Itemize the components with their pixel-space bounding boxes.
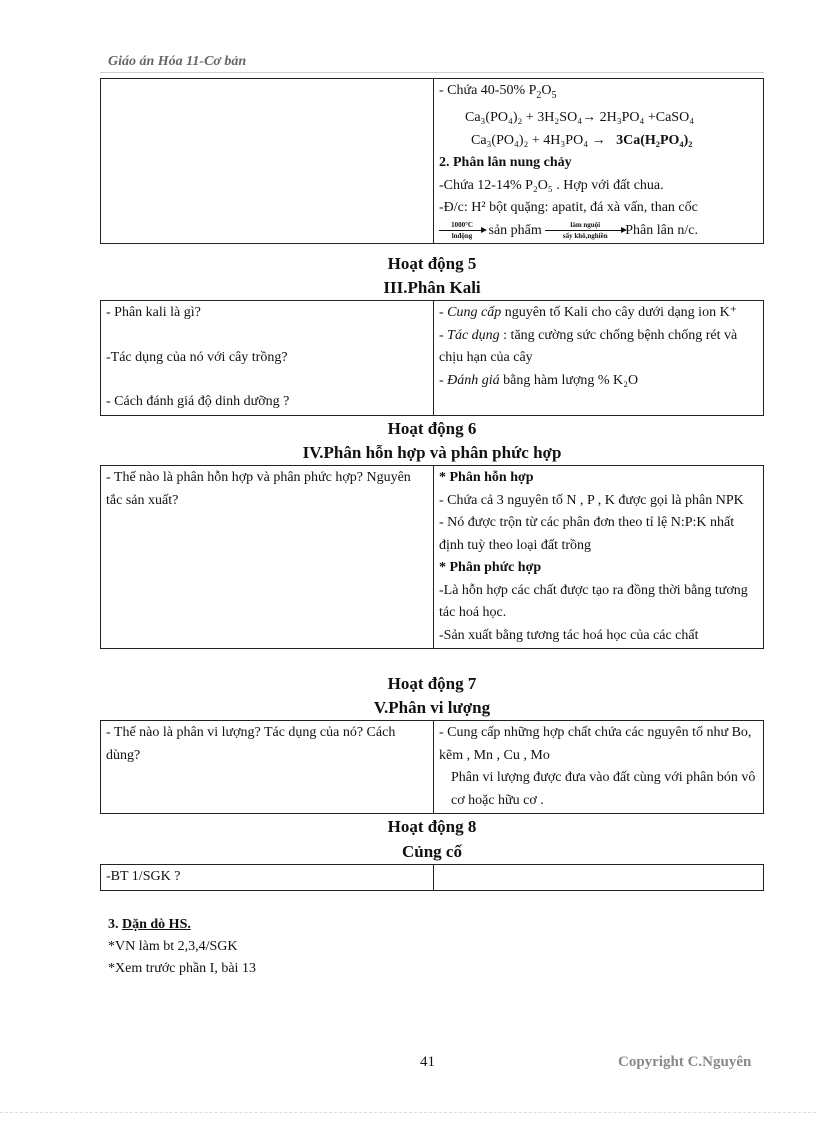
right-cell-phosphate <box>434 79 764 244</box>
potassium-table <box>100 300 764 416</box>
arrow-step-1: 1000°C lnđộng <box>439 221 485 240</box>
section-potassium-title: III.Phân Kali <box>383 278 481 297</box>
section-review-title: Củng cố <box>402 842 462 861</box>
content-line: -Đ/c: H² bột quặng: apatit, đá xà vấn, than cốc <box>439 200 698 216</box>
section-micronutrient-title: V.Phân vi lượng <box>373 698 491 717</box>
answer-line: - Cung cấp nguyên tố Kali cho cây dưới dạng ion K⁺ <box>439 305 738 320</box>
table-row <box>101 466 764 649</box>
question-cell: -BT 1/SGK ? <box>101 865 434 891</box>
homework-title: 3. Dặn dò HS. <box>108 917 191 932</box>
answer-line: Phân vi lượng được đưa vào đất cùng với phân bón vô cơ hoặc hữu cơ . <box>451 770 756 808</box>
answer-line: - Chứa cả 3 nguyên tố N , P , K được gọi là phân NPK <box>439 492 744 508</box>
table-row <box>101 79 764 244</box>
activity-6-heading: Hoạt động 6 <box>387 419 477 438</box>
answer-line: -Là hỗn hợp các chất được tạo ra đồng thời bằng tương tác hoá học. <box>439 582 748 620</box>
table-row <box>101 721 764 814</box>
section-mixed-fertilizer-title: IV.Phân hỗn hợp và phân phức hợp <box>302 443 562 462</box>
sub-heading-fused-phosphate: 2. Phân lân nung chảy <box>439 155 572 171</box>
answer-line: - Cung cấp những hợp chất chứa các nguyên tố như Bo, kẽm , Mn , Cu , Mo <box>439 725 752 763</box>
equation-1: Ca₃(PO₄)₂ + 3H₂SO₄→ 2H₃PO₄ +CaSO₄ <box>465 110 695 126</box>
mixed-fertilizer-subtitle: * Phân hỗn hợp <box>439 470 534 485</box>
page-number: 41 <box>420 1054 435 1070</box>
questions-cell <box>101 301 434 416</box>
table-row <box>101 301 764 416</box>
micronutrient-table <box>100 720 764 814</box>
left-cell-empty <box>101 79 434 244</box>
question-line: - Cách đánh giá độ dinh dưỡng ? <box>106 394 290 409</box>
answer-line: - Tác dụng : tăng cường sức chống bệnh chống rét và chịu hạn của cây <box>439 327 738 365</box>
document-header: Giáo án Hóa 11-Cơ bản <box>108 54 247 69</box>
activity-7-heading: Hoạt động 7 <box>387 674 477 693</box>
activity-5-heading: Hoạt động 5 <box>387 254 477 273</box>
process-line: 1000°C lnđộng sản phẩm làm nguội sấy khô,nghiền Phân lân n/c. <box>439 220 758 243</box>
homework-line: *VN làm bt 2,3,4/SGK <box>108 939 238 954</box>
page-bottom-border <box>0 1112 816 1113</box>
question-line: - Phân kali là gì? <box>106 305 201 320</box>
review-table <box>100 864 764 891</box>
answer-cell <box>434 466 764 649</box>
table-row <box>101 865 764 891</box>
homework-section <box>108 914 256 980</box>
activity-8-heading: Hoạt động 8 <box>387 817 477 836</box>
answer-line: - Đánh giá bằng hàm lượng % K₂O <box>439 372 639 388</box>
equation-2: Ca₃(PO₄)₂ + 4H₃PO₄ → 3Ca(H₂PO₄)₂ <box>471 132 693 148</box>
arrow-step-2: làm nguội sấy khô,nghiền <box>545 221 625 240</box>
answer-line: -Sản xuất bằng tương tác hoá học của các chất <box>439 627 699 643</box>
complex-fertilizer-subtitle: * Phân phức hợp <box>439 560 542 575</box>
question-cell: - Thế nào là phân vi lượng? Tác dụng của nó? Cách dùng? <box>101 721 434 814</box>
content-line: - Chứa 40-50% $P_2O_5$ <box>439 83 557 101</box>
copyright-text: Copyright C.Nguyên <box>618 1054 752 1070</box>
answers-cell <box>434 301 764 416</box>
header-divider <box>100 72 764 73</box>
fertilizer-continuation-table <box>100 78 764 244</box>
homework-line: *Xem trước phần I, bài 13 <box>108 961 256 976</box>
question-cell: - Thế nào là phân hỗn hợp và phân phức hợp? Nguyên tắc sản xuất? <box>101 466 434 649</box>
answer-cell-empty <box>434 865 764 891</box>
question-line: -Tác dụng của nó với cây trồng? <box>106 349 288 365</box>
content-line: -Chứa 12-14% P₂O₅ . Hợp với đất chua. <box>439 177 664 193</box>
answer-cell <box>434 721 764 814</box>
answer-line: - Nó được trộn từ các phân đơn theo tỉ lệ N:P:K nhất định tuỳ theo loại đất trồng <box>439 515 735 553</box>
mixed-fertilizer-table <box>100 465 764 649</box>
